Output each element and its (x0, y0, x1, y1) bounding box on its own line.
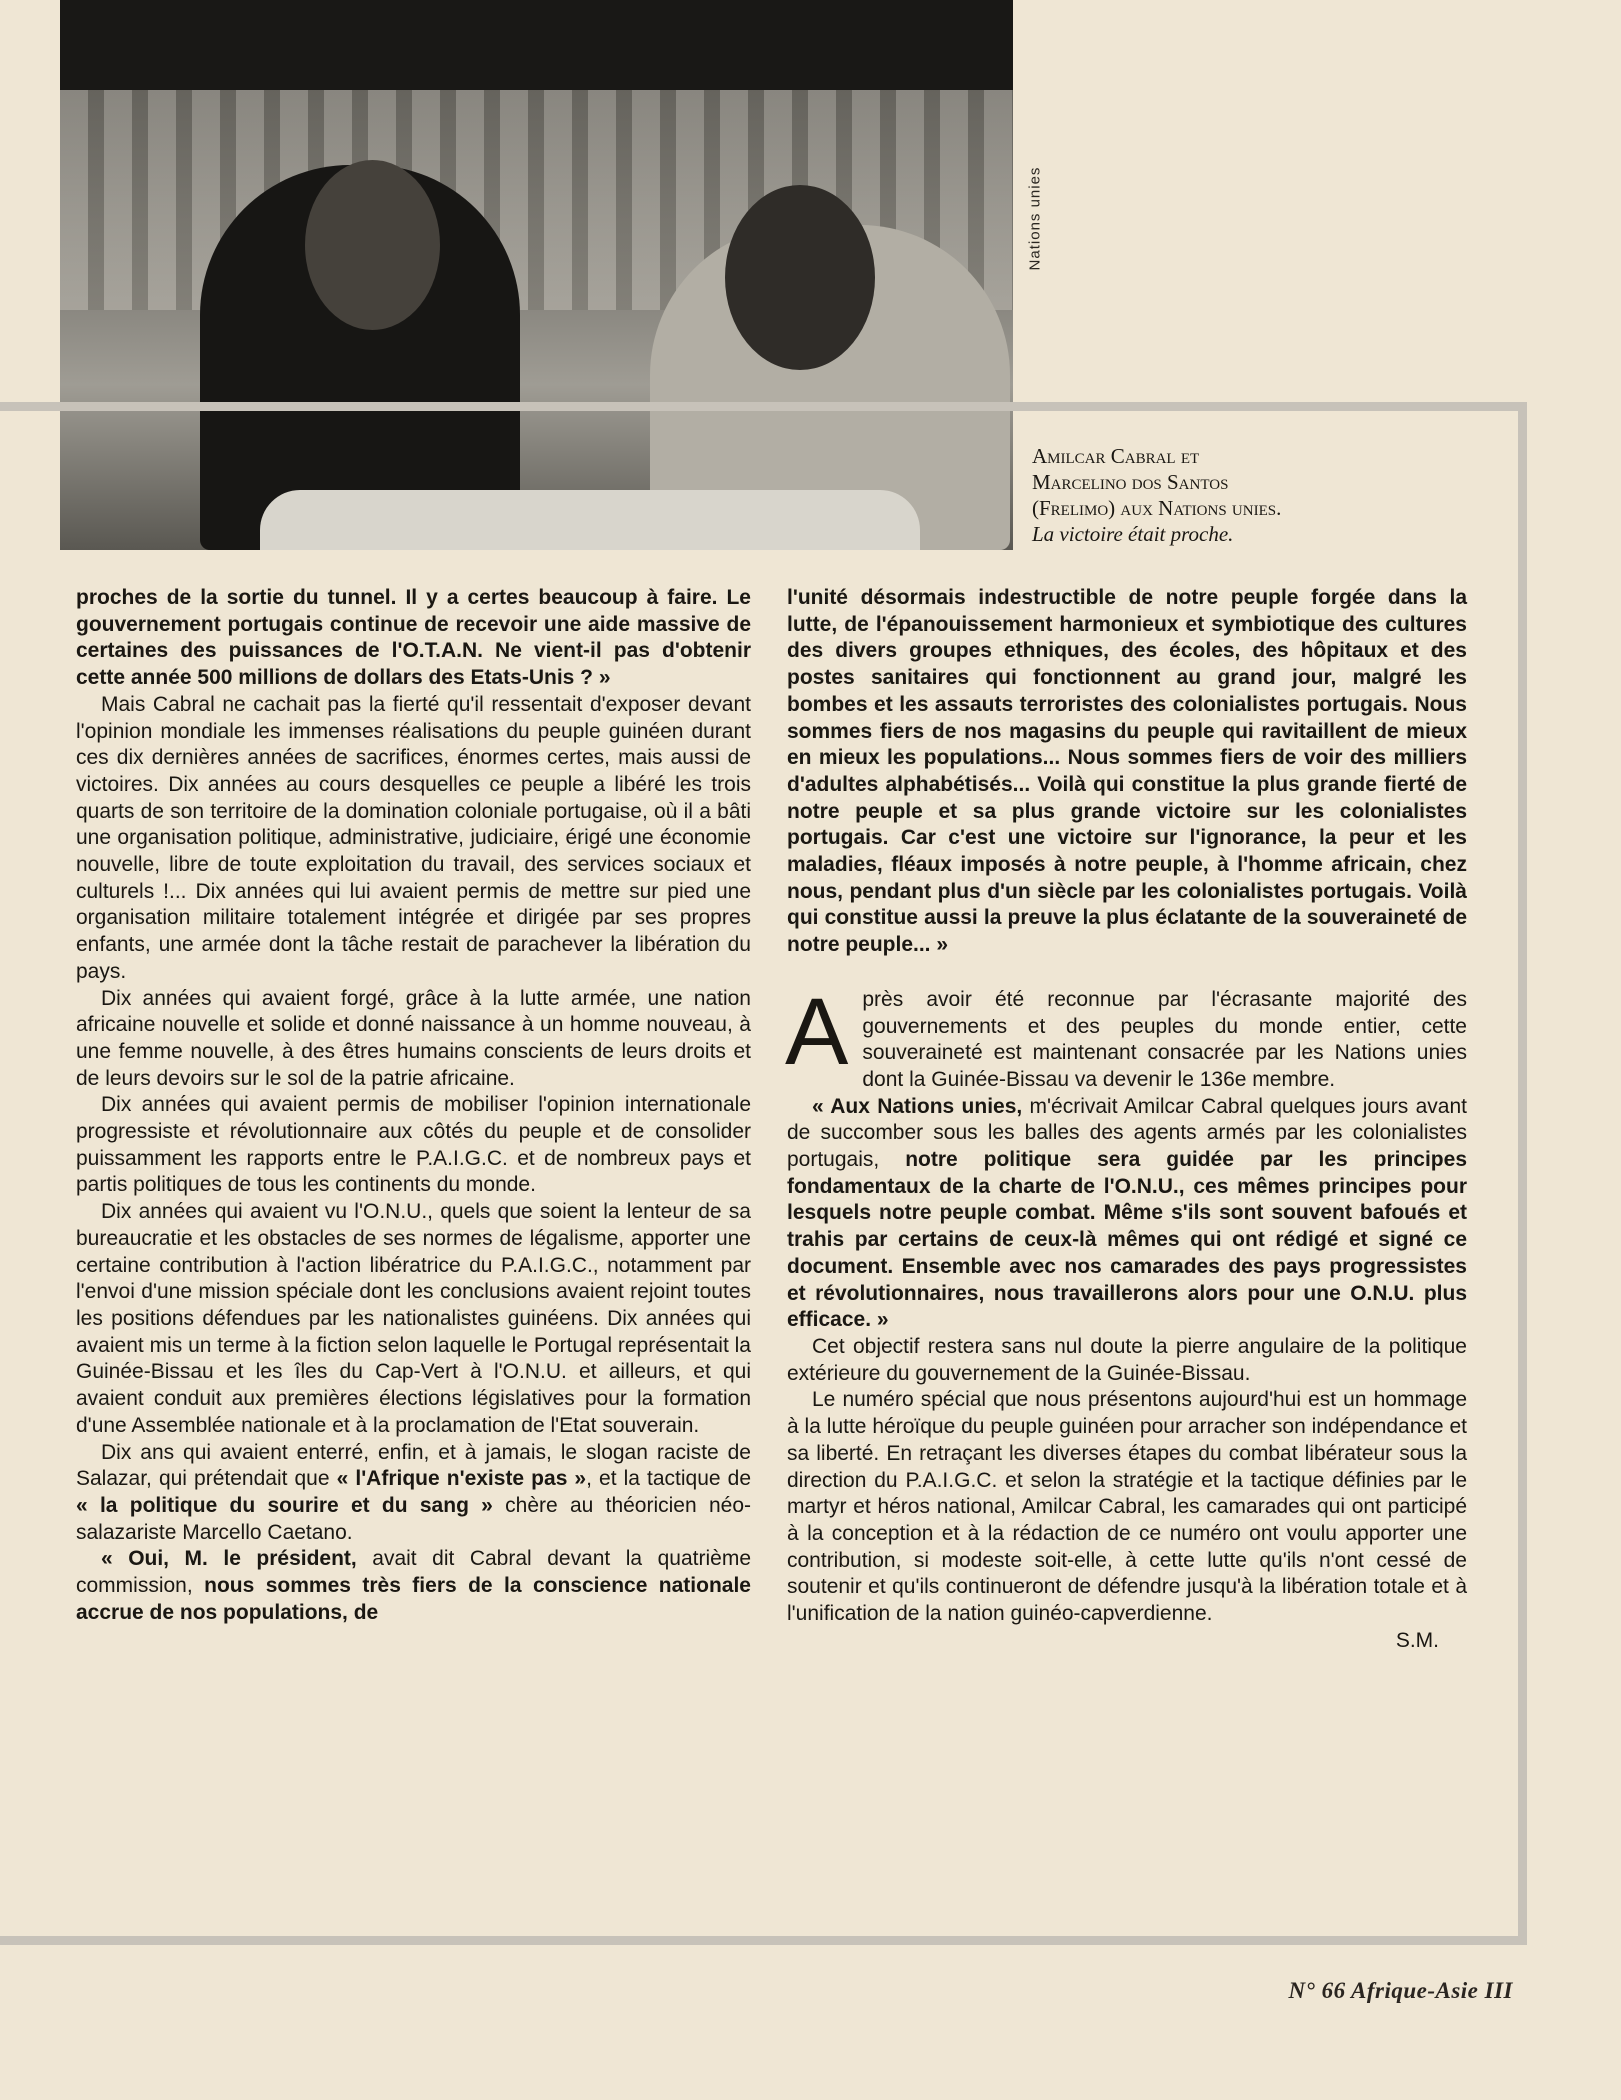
photo-back-wall (60, 0, 1013, 90)
caption-line: Marcelino dos Santos (1032, 470, 1229, 494)
paragraph: « Aux Nations unies, m'écrivait Amilcar Cabral quelques jours avant de succomber sous les balles des agents armés par les colonialistes portugais, notre politique sera guidée par les principes fondamentaux de la charte de l'O.N.U., ces mêmes principes pour lesquels notre peuple combat. Même s'ils sont souvent bafoués et trahis par certains de ceux-là mêmes qui ont rédigé et signé ce document. Ensemble avec nos camarades des pays progressistes et révolutionnaires, nous travaillerons alors pour une O.N.U. plus efficace. » (787, 1094, 1467, 1332)
paragraph: Le numéro spécial que nous présentons aujourd'hui est un hommage à la lutte héroïque du peuple guinéen pour arracher son indépendance et sa liberté. En retraçant les diverses étapes du combat libérateur sous la direction du P.A.I.G.C. et selon la stratégie et la tactique définies par le martyr et héros national, Amilcar Cabral, les camarades qui ont participé à la conception et à la rédaction de ce numéro ont voulu apporter une contribution, si modeste soit-elle, à cette lutte qu'ils n'ont cessé de soutenir et qu'ils continueront de défendre jusqu'à la libération totale et à l'unification de la nation guinéo-capverdienne. (787, 1388, 1467, 1626)
paragraph: l'unité désormais indestructible de notre peuple forgée dans la lutte, de l'épanouissement harmonieux et symbiotique des cultures des divers groupes ethniques, des écoles, des hôpitaux et des postes sanitaires qui fonctionnent au grand jour, malgré les bombes et les assauts terroristes des colonialistes portugais. Nous sommes fiers de nos magasins du peuple qui ravitaillent de mieux en mieux les populations... Nous sommes fiers de voir des milliers d'adultes alphabétisés... Voilà qui constitue la plus grande fierté de notre peuple et sa plus grande victoire sur les colonialistes portugais. Car c'est une victoire sur l'ignorance, la peur et les maladies, fléaux imposés à notre peuple, à l'homme africain, chez nous, pendant plus d'un siècle par les colonialistes portugais. Voilà qui constitue aussi la preuve la plus éclatante de la souveraineté de notre peuple... » (787, 586, 1467, 957)
paragraph: Cet objectif restera sans nul doute la pierre angulaire de la politique extérieure du gouvernement de la Guinée-Bissau. (787, 1334, 1467, 1385)
drop-cap: A (785, 978, 849, 1085)
photo-credit: Nations unies (1026, 166, 1044, 271)
paragraph: Dix années qui avaient forgé, grâce à la lutte armée, une nation africaine nouvelle et solide et donné naissance à un homme nouveau, à une femme nouvelle, à des êtres humains conscients de leurs droits et de leurs devoirs sur le sol de la patrie africaine. (76, 986, 751, 1090)
paragraph: « Oui, M. le président, avait dit Cabral devant la quatrième commission, nous sommes très fiers de la conscience nationale accrue de nos populations, de (76, 1547, 752, 1624)
photo-head-right (725, 185, 875, 370)
caption-line: (Frelimo) aux Nations unies. (1032, 496, 1282, 520)
caption-line: Amilcar Cabral et (1032, 444, 1200, 468)
paragraph: Après avoir été reconnue par l'écrasante majorité des gouvernements et des peuples du monde entier, cette souveraineté est maintenant consacrée par les Nations unies dont la Guinée-Bissau va devenir le 136e membre. (785, 978, 1467, 1091)
photo-head-left (305, 160, 440, 330)
paragraph: Dix années qui avaient permis de mobiliser l'opinion internationale progressiste et révolutionnaire aux côtés du peuple et de consolider puissamment les rapports entre le P.A.I.G.C. et de nombreux pays et partis politiques de tous les continents du monde. (76, 1093, 751, 1197)
paragraph: Mais Cabral ne cachait pas la fierté qu'il ressentait d'exposer devant l'opinion mondiale les immenses réalisations du peuple guinéen durant ces dix dernières années de sacrifices, énormes certes, mais aussi de victoires. Dix années au cours desquelles ce peuple a libéré les trois quarts de son territoire de la domination coloniale portugaise, où il a bâti une organisation politique, administrative, judiciaire, érigé une économie nouvelle, libre de toute exploitation du travail, des services sociaux et culturels !... Dix années qui lui avaient permis de mettre sur pied une organisation militaire totalement intégrée et dirigée par ses propres enfants, une armée dont la tâche restait de parachever la libération du pays. (76, 692, 751, 983)
left-column (76, 585, 751, 1626)
paragraph: proches de la sortie du tunnel. Il y a certes beaucoup à faire. Le gouvernement portugais continue de recevoir une aide massive de certaines des puissances de l'O.T.A.N. Ne vient-il pas d'obtenir cette année 500 millions de dollars des Etats-Unis ? » (76, 586, 751, 690)
paragraph-gap (787, 959, 1467, 987)
photo-caption (1032, 443, 1412, 547)
signature: S.M. (1395, 1628, 1439, 1652)
paragraph: Dix années qui avaient vu l'O.N.U., quels que soient la lenteur de sa bureaucratie et les obstacles de ses normes de légalisme, apporter une certaine contribution à l'action libératrice du P.A.I.G.C., notamment par l'envoi d'une mission spéciale dont les conclusions avaient rejoint toutes les positions défendues par les nationalistes guinéens. Dix années qui avaient mis un terme à la fiction selon laquelle le Portugal représentait la Guinée-Bissau et les îles du Cap-Vert à l'O.N.U. et ailleurs, et qui avaient conduit aux premières élections législatives pour la formation d'une Assemblée nationale et à la proclamation de l'Etat souverain. (76, 1200, 751, 1437)
paragraph: Dix ans qui avaient enterré, enfin, et à jamais, le slogan raciste de Salazar, qui prétendait que « l'Afrique n'existe pas », et la tactique de « la politique du sourire et du sang » chère au théoricien néo-salazariste Marcello Caetano. (76, 1440, 751, 1544)
caption-line: La victoire était proche. (1032, 522, 1234, 546)
page-footer: N° 66 Afrique-Asie III (1288, 1978, 1513, 2003)
right-column (787, 585, 1467, 1654)
